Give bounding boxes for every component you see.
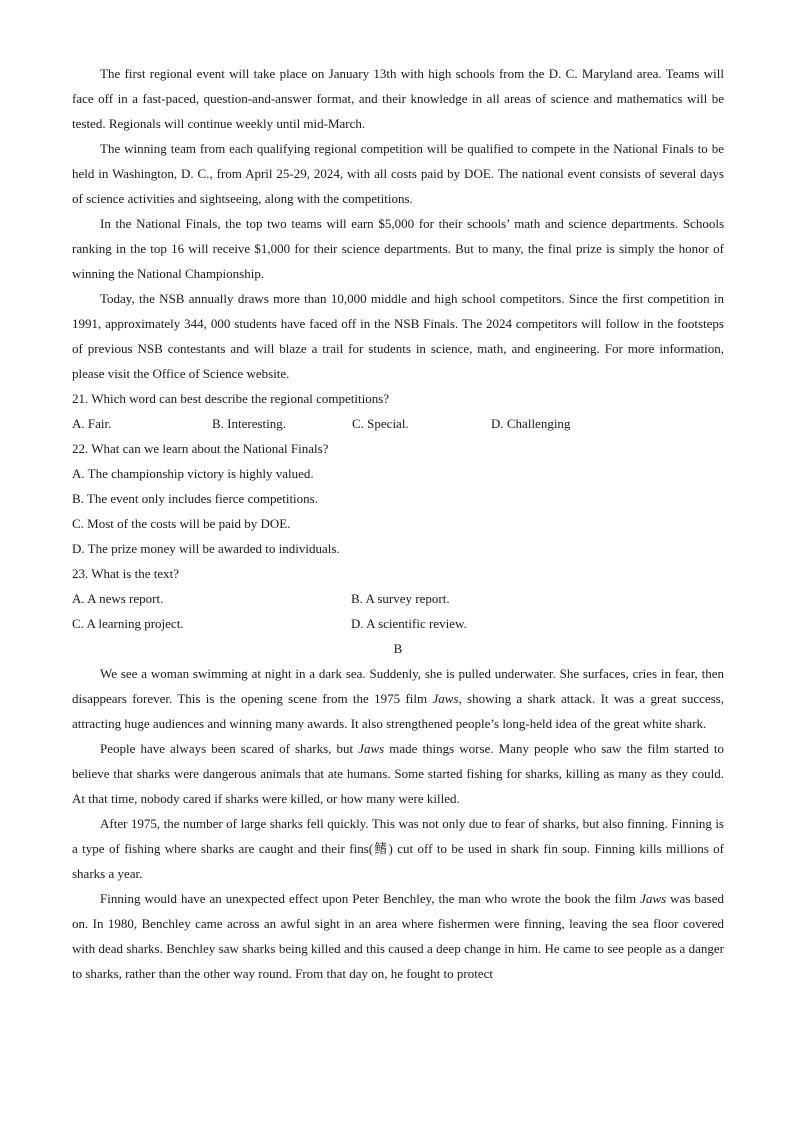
passage-a-paragraph-4: Today, the NSB annually draws more than 10,000 middle and high school competitors. Since the first competition in 1991, approximately 344, 000 students have faced off in the NSB Finals. The 2024 competitors will follow in the footsteps of previous NSB contestants and will blaze a trail for students in science, math, and engineering. For more information, please visit the Office of Science website. <box>72 291 724 381</box>
question-21-option-d[interactable]: D. Challenging <box>491 416 571 431</box>
question-23-options-row-1 <box>72 586 724 611</box>
film-title-jaws: Jaws <box>358 741 385 756</box>
passage-b-paragraph-1 <box>72 661 724 736</box>
film-title-jaws: Jaws <box>432 691 459 706</box>
exam-page <box>72 61 724 986</box>
p4-text-start: Finning would have an unexpected effect upon Peter Benchley, the man who wrote the book the film <box>100 891 641 906</box>
question-22 <box>72 436 724 561</box>
passage-a-paragraph-3: In the National Finals, the top two teams will earn $5,000 for their schools’ math and science departments. Schools ranking in the top 16 will receive $1,000 for their science departments. But to many, the final prize is simply the honor of winning the National Championship. <box>72 216 724 281</box>
question-23 <box>72 561 724 636</box>
question-22-option-a[interactable]: A. The championship victory is highly valued. <box>72 466 314 481</box>
passage-b-paragraph-2 <box>72 736 724 811</box>
passage-a-paragraph-1: The first regional event will take place on January 13th with high schools from the D. C. Maryland area. Teams will face off in a fast-paced, question-and-answer format, and their knowledge in all areas of science and mathematics will be tested. Regionals will continue weekly until mid-March. <box>72 66 724 131</box>
passage-a-paragraph-2: The winning team from each qualifying regional competition will be qualified to compete in the National Finals to be held in Washington, D. C., from April 25-29, 2024, with all costs paid by DOE. The national event consists of several days of science activities and sightseeing, along with the competitions. <box>72 141 724 206</box>
question-23-options-row-2 <box>72 611 724 636</box>
p1-text-end: , showing a shark attack. It was a great success, attracting huge audiences and winning many awards. It also strengthened people’s long-held idea of the great white shark. <box>72 691 724 731</box>
question-22-option-c[interactable]: C. Most of the costs will be paid by DOE. <box>72 516 291 531</box>
question-22-option-d[interactable]: D. The prize money will be awarded to individuals. <box>72 541 340 556</box>
film-title-jaws: Jaws <box>640 891 667 906</box>
question-21-stem: 21. Which word can best describe the regional competitions? <box>72 391 390 406</box>
p1-text-start: We see a woman swimming at night in a dark sea. Suddenly, she is pulled underwater. She surfaces, cries in fear, then disappears forever. This is the opening scene from the 1975 film <box>72 666 724 706</box>
question-21-option-b[interactable]: B. Interesting. <box>212 416 287 431</box>
question-23-stem: 23. What is the text? <box>72 566 179 581</box>
question-23-option-d[interactable]: D. A scientific review. <box>351 616 467 631</box>
section-b-title: B <box>393 641 403 656</box>
question-23-option-b[interactable]: B. A survey report. <box>351 591 450 606</box>
p4-text-end: was based on. In 1980, Benchley came across an awful sight in an area where fishermen were finning, leaving the sea floor covered with dead sharks. Benchley saw sharks being killed and this caused a deep change in him. He came to see people as a danger to sharks, rather than the other way round. From that day on, he fought to protect <box>72 891 724 981</box>
question-21-option-a[interactable]: A. Fair. <box>72 416 112 431</box>
passage-b-paragraph-3: After 1975, the number of large sharks fell quickly. This was not only due to fear of sharks, but also finning. Finning is a type of fishing where sharks are caught and their fins(鳍) cut off to be used in shark fin soup. Finning kills millions of sharks a year. <box>72 816 724 881</box>
question-23-option-a[interactable]: A. A news report. <box>72 591 164 606</box>
passage-b-paragraph-4 <box>72 886 724 986</box>
question-22-option-b[interactable]: B. The event only includes fierce competitions. <box>72 491 318 506</box>
p2-text-start: People have always been scared of sharks, but <box>100 741 359 756</box>
question-21 <box>72 386 724 436</box>
p2-text-end: made things worse. Many people who saw the film started to believe that sharks were dangerous animals that ate humans. Some started fishing for sharks, killing as many as they could. At that time, nobody cared if sharks were killed, or how many were killed. <box>72 741 724 806</box>
question-21-option-c[interactable]: C. Special. <box>352 416 409 431</box>
question-23-option-c[interactable]: C. A learning project. <box>72 616 184 631</box>
question-21-options <box>72 411 724 436</box>
question-22-stem: 22. What can we learn about the National Finals? <box>72 441 329 456</box>
